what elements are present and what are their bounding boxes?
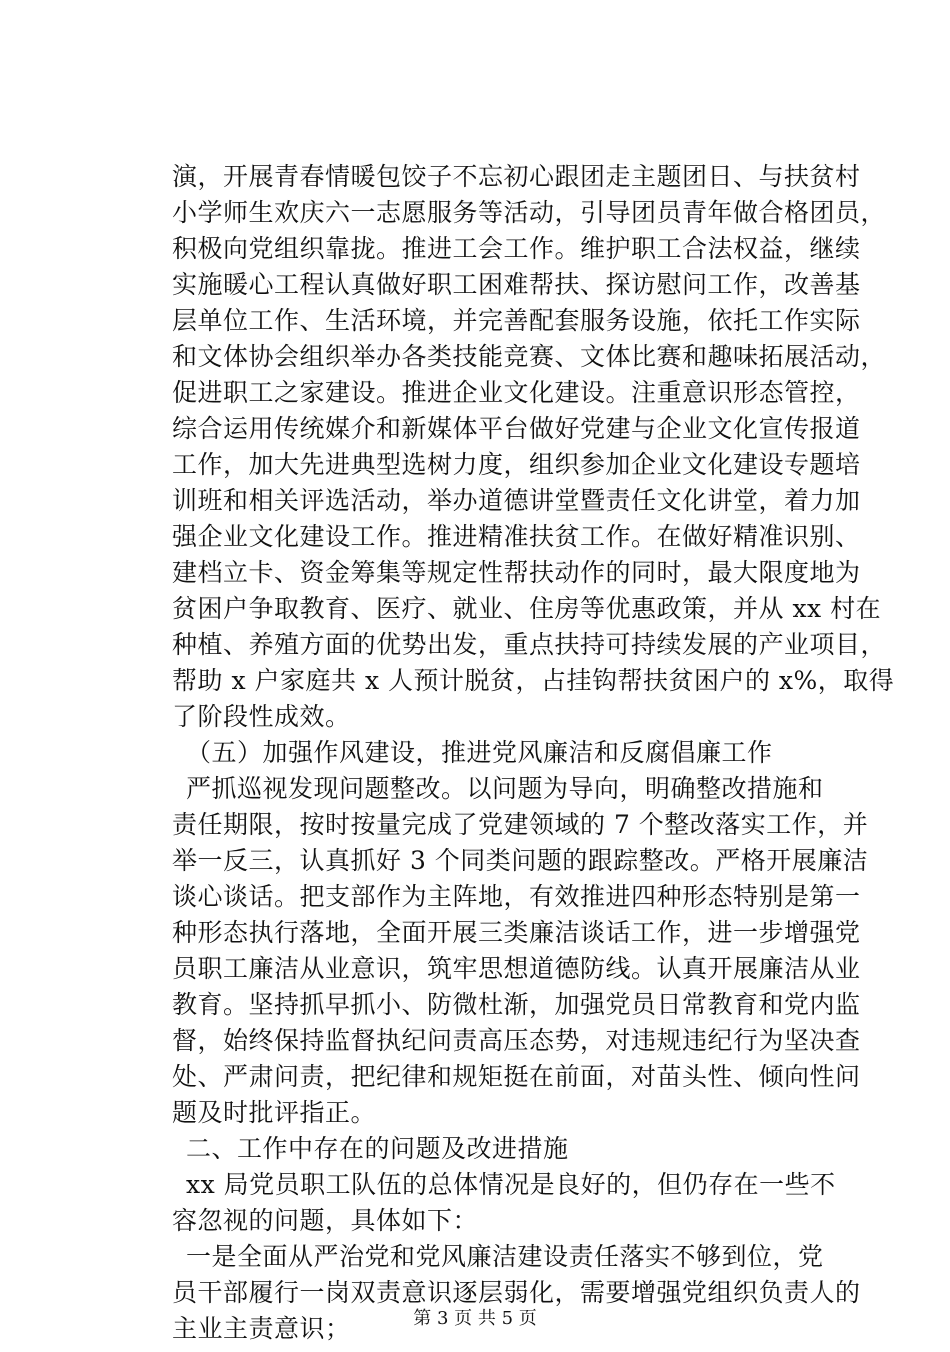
text-line: 员干部履行一岗双责意识逐层弱化，需要增强党组织负责人的 (172, 1278, 861, 1307)
text-line: 处、严肃问责，把纪律和规矩挺在前面，对苗头性、倾向性问 (172, 1062, 861, 1091)
text-line: 强企业文化建设工作。推进精准扶贫工作。在做好精准识别、 (172, 522, 861, 551)
text-line: 工作，加大先进典型选树力度，组织参加企业文化建设专题培 (172, 450, 861, 479)
text-line: 小学师生欢庆六一志愿服务等活动，引导团员青年做合格团员， (172, 198, 887, 227)
text-line: 建档立卡、资金筹集等规定性帮扶动作的同时，最大限度地为 (172, 558, 861, 587)
text-line: 严抓巡视发现问题整改。以问题为导向，明确整改措施和 (186, 774, 824, 803)
page-footer: 第 3 页 共 5 页 (413, 1308, 537, 1329)
text-line: 贫困户争取教育、医疗、就业、住房等优惠政策，并从 xx 村在 (172, 594, 882, 623)
text-line: 一是全面从严治党和党风廉洁建设责任落实不够到位，党 (186, 1242, 824, 1271)
text-line: 了阶段性成效。 (172, 702, 351, 731)
text-line: 积极向党组织靠拢。推进工会工作。维护职工合法权益，继续 (172, 234, 861, 263)
text-line: 教育。坚持抓早抓小、防微杜渐，加强党员日常教育和党内监 (172, 990, 861, 1019)
text-line: xx 局党员职工队伍的总体情况是良好的，但仍存在一些不 (186, 1170, 836, 1199)
section-heading: 二、工作中存在的问题及改进措施 (186, 1134, 569, 1163)
text-line: 题及时批评指正。 (172, 1098, 377, 1127)
text-line: 谈心谈话。把支部作为主阵地，有效推进四种形态特别是第一 (172, 882, 861, 911)
text-line: 演，开展青春情暖包饺子不忘初心跟团走主题团日、与扶贫村 (172, 162, 861, 191)
text-line: 层单位工作、生活环境，并完善配套服务设施，依托工作实际 (172, 306, 861, 335)
text-line: 容忽视的问题，具体如下： (172, 1206, 479, 1235)
text-line: 种植、养殖方面的优势出发，重点扶持可持续发展的产业项目， (172, 630, 887, 659)
text-line: 责任期限，按时按量完成了党建领域的 7 个整改落实工作，并 (172, 810, 869, 839)
text-line: 主业主责意识； (172, 1314, 351, 1343)
section-heading: （五）加强作风建设，推进党风廉洁和反腐倡廉工作 (186, 738, 773, 767)
text-line: 帮助 x 户家庭共 x 人预计脱贫，占挂钩帮扶贫困户的 x%，取得 (172, 666, 895, 695)
text-line: 员职工廉洁从业意识，筑牢思想道德防线。认真开展廉洁从业 (172, 954, 861, 983)
text-line: 综合运用传统媒介和新媒体平台做好党建与企业文化宣传报道 (172, 414, 861, 443)
text-line: 督，始终保持监督执纪问责高压态势，对违规违纪行为坚决查 (172, 1026, 861, 1055)
text-line: 实施暖心工程认真做好职工困难帮扶、探访慰问工作，改善基 (172, 270, 861, 299)
text-line: 种形态执行落地，全面开展三类廉洁谈话工作，进一步增强党 (172, 918, 861, 947)
text-line: 促进职工之家建设。推进企业文化建设。注重意识形态管控， (172, 378, 861, 407)
text-line: 举一反三，认真抓好 3 个同类问题的跟踪整改。严格开展廉洁 (172, 846, 869, 875)
text-line: 和文体协会组织举办各类技能竞赛、文体比赛和趣味拓展活动， (172, 342, 887, 371)
text-line: 训班和相关评选活动，举办道德讲堂暨责任文化讲堂，着力加 (172, 486, 861, 515)
